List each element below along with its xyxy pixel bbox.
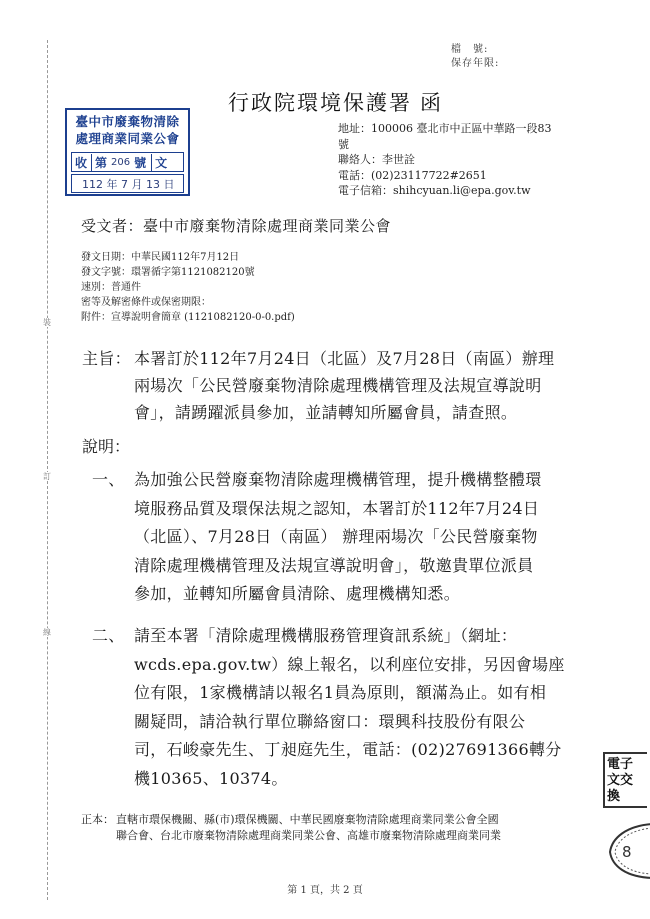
stamp-di-char: 第 (91, 154, 107, 171)
issue-date: 發文日期：中華民國112年7月12日 (81, 252, 240, 263)
sender-contact: 聯絡人：李世詮 (338, 153, 415, 166)
subject-line: 本署訂於112年7月24日（北區）及7月28日（南區）辦理 (134, 349, 555, 368)
seal-number: 8 (622, 843, 632, 861)
item-line: 參加，並轉知所屬會員清除、處理機構知悉。 (134, 584, 461, 603)
document-type: 函 (420, 91, 443, 115)
stamp-org-line2: 處理商業同業公會 (75, 131, 180, 146)
subject-label: 主旨： (82, 349, 131, 368)
item-line: 關疑問，請洽執行單位聯絡窗口：環興科技股份有限公 (134, 711, 526, 731)
item-text (134, 466, 604, 609)
stamp-recv-char: 收 (75, 155, 88, 170)
estamp-line: 換 (607, 789, 621, 804)
item-line: wcds.epa.gov.tw）線上報名，以利座位安排，另因會場座 (134, 654, 565, 674)
sender-phone: 電話：(02)23117722#2651 (338, 168, 487, 182)
sender-address-line2: 號 (338, 137, 349, 151)
subject-body (134, 345, 604, 426)
binding-mark-1: 裝 (43, 318, 51, 327)
cc-body (116, 812, 501, 844)
attachment-link[interactable]: 附件：宣導說明會簡章 (1121082120-0-0.pdf) (81, 312, 295, 323)
cc-line: 直轄市環保機關、縣(市)環保機關、中華民國廢棄物清除處理商業同業公會全國 (116, 813, 499, 826)
file-number-label: 檔 號: (451, 44, 489, 55)
recipient: 受文者：臺中市廢棄物清除處理商業同業公會 (81, 217, 392, 235)
explanation-label: 說明： (82, 437, 131, 456)
item-number: 二、 (92, 626, 125, 645)
stamp-hao-char: 號 (134, 155, 147, 170)
item-text (134, 622, 604, 793)
item-line: 請至本署「清除處理機構服務管理資訊系統」（網址： (134, 626, 518, 645)
sender-address-line1: 地址：100006 臺北市中正區中華路一段83 (338, 122, 552, 135)
item-line: 清除處理機構管理及法規宣導說明會」，敬邀貴單位派員 (134, 555, 534, 575)
speed-class: 速別：普通件 (81, 282, 141, 293)
stamp-org-line1: 臺中市廢棄物清除 (75, 114, 180, 129)
electronic-exchange-stamp (603, 752, 647, 808)
item-number: 一、 (92, 470, 125, 489)
document-title (228, 87, 443, 117)
item-line: （北區）、7月28日（南區） 辦理兩場次「公民營廢棄物 (134, 527, 538, 546)
stamp-date (71, 174, 184, 193)
retention-label: 保存年限: (451, 58, 500, 69)
stamp-organization (67, 110, 188, 147)
agency-name: 行政院環境保護署 (228, 91, 412, 115)
sender-info (338, 121, 598, 199)
security-level: 密等及解密條件或保密期限： (81, 297, 211, 308)
stamp-number: 206 (111, 156, 131, 168)
item-line: 境服務品質及環保法規之認知，本署訂於112年7月24日 (134, 498, 540, 518)
subject-line: 會」，請踴躍派員參加，並請轉知所屬會員，請查照。 (134, 403, 518, 422)
subject-line: 兩場次「公民營廢棄物清除處理機構管理及法規宣導說明 (134, 376, 542, 395)
page-footer: 第 1 頁，共 2 頁 (287, 885, 363, 896)
stamp-receipt-number (71, 152, 184, 172)
sender-email: 電子信箱：shihcyuan.li@epa.gov.tw (338, 184, 531, 197)
item-line: 位有限，1家機構請以報名1員為原則，額滿為止。如有相 (134, 683, 547, 702)
stamp-date-text: 112 年 7 月 13 日 (82, 177, 175, 191)
binding-mark-2: 訂 (43, 472, 51, 481)
document-meta (81, 250, 295, 325)
cc-label: 正本： (81, 813, 114, 826)
cc-line: 聯合會、台北市廢棄物清除處理商業同業公會、高雄市廢棄物清除處理商業同業 (116, 829, 501, 842)
binding-line (47, 40, 48, 900)
received-stamp (65, 108, 190, 196)
document-number: 發文字號：環署循字第1121082120號 (81, 267, 255, 278)
item-line: 機10365、10374。 (134, 768, 288, 788)
item-line: 司，石峻豪先生、丁昶庭先生，電話：(02)27691366轉分 (134, 740, 562, 759)
stamp-wen-char: 文 (151, 154, 167, 171)
item-line: 為加強公民營廢棄物清除處理機構管理，提升機構整體環 (134, 470, 542, 489)
estamp-line: 文交 (607, 773, 634, 788)
binding-mark-3: 線 (43, 628, 51, 637)
estamp-line: 電子 (607, 757, 634, 772)
